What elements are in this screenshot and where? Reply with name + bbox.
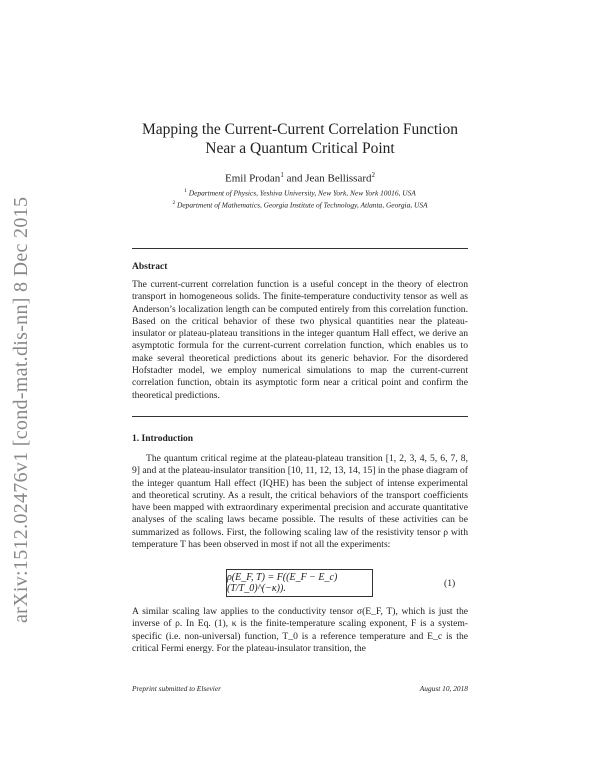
- footer-date: August 10, 2018: [419, 684, 468, 693]
- intro-paragraph: The quantum critical regime at the plateau-plateau transition [1, 2, 3, 4, 5, 6, 7, 8, 9] and at the plateau-insulator transition [10, 11, 12, 13, 14, 15] in the phase diagram of the integer quantum Hall effect (IQHE) has been the subject of intense experimental and theoretical scrutiny. As a result, the critical behaviors of the transport coefficients have been mapped with extraordinary experimental precision and accurate quantitative analyses of the scaling laws became possible. The results of these activities can be summarized as follows. First, the following scaling law of the resistivity tensor ρ with temperature T has been observed in most if not all the experiments:: [132, 453, 468, 551]
- section-heading: 1. Introduction: [132, 434, 194, 444]
- affiliation-2: $^2$ Department of Mathematics, Georgia Institute of Technology, Atlanta, Georgia, USA: [172, 200, 428, 210]
- title-line-1: Mapping the Current-Current Correlation Function: [142, 121, 458, 138]
- title-line-2: Near a Quantum Critical Point: [205, 140, 395, 157]
- footer-preprint-note: Preprint submitted to Elsevier: [132, 684, 222, 693]
- equation: ρ(E_F, T) = F((E_F − E_c)(T/T_0)^(−κ)).: [227, 572, 338, 594]
- post-equation-paragraph: A similar scaling law applies to the conductivity tensor σ(E_F, T), which is just the inverse of ρ. In Eq. (1), κ is the finite-temperature scaling exponent, F is a system-specific (i.e. non-universal) function, T_0 is a reference temperature and E_c is the critical Fermi energy. For the plateau-insulator transition, the: [132, 606, 468, 654]
- arxiv-identifier: arXiv:1512.02476v1 [cond-mat.dis-nn] 8 Dec 2015: [10, 196, 32, 624]
- abstract-top-rule: [132, 248, 468, 249]
- affiliation-1: $^1$ Department of Physics, Yeshiva University, New York, New York 10016, USA: [184, 188, 416, 198]
- affiliation-marker: 1: [280, 171, 284, 179]
- abstract-bottom-rule: [132, 416, 468, 417]
- affiliation-marker: 2: [371, 171, 375, 179]
- author-name: Emil Prodan: [225, 172, 281, 185]
- equation-box: [226, 569, 373, 597]
- equation-number: (1): [444, 578, 456, 589]
- author-conjunction: and: [283, 172, 306, 185]
- author-list: [100, 171, 500, 185]
- affiliations: [100, 186, 500, 211]
- author-name: Jean Bellissard: [305, 172, 372, 185]
- abstract-heading: Abstract: [132, 262, 168, 272]
- abstract-text: The current-current correlation function is a useful concept in the theory of electron transport in homogeneous solids. The finite-temperature conductivity tensor as well as Anderson’s localization length can be computed entirely from this correlation function. Based on the critical behavior of these two physical quantities near the plateau-insulator or plateau-plateau transitions in the integer quantum Hall effect, we derive an asymptotic formula for the current-current correlation function, which enables us to make several theoretical predictions about its generic behavior. For the disordered Hofstadter model, we employ numerical simulations to map the current-current correlation function, obtain its asymptotic form near a critical point and confirm the theoretical predictions.: [132, 279, 468, 401]
- paper-title: [100, 120, 500, 158]
